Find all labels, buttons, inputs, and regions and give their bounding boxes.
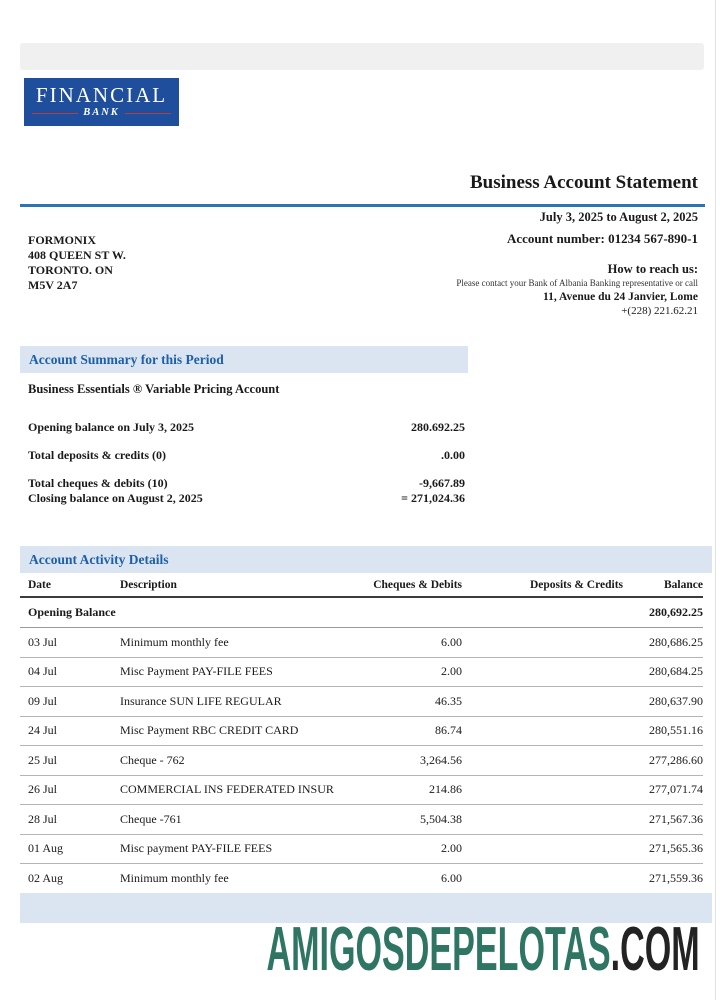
bank-logo-bank-label: BANK: [83, 106, 120, 118]
opening-balance-row: [20, 598, 703, 628]
recipient-street: 408 QUEEN ST W.: [28, 248, 126, 262]
bank-logo-subline: [32, 108, 171, 119]
summary-row-label: Total cheques & debits (10): [28, 476, 168, 490]
contact-address: 11, Avenue du 24 Janvier, Lome: [543, 291, 698, 303]
activity-table: [20, 573, 712, 894]
opening-balance-value: 280,692.25: [649, 605, 703, 619]
account-type: Business Essentials ® Variable Pricing Account: [28, 382, 280, 396]
activity-row-date: 28 Jul: [28, 811, 58, 826]
activity-row-debit: 46.35: [435, 693, 462, 708]
watermark-tld: .COM: [610, 915, 700, 984]
summary-row: [20, 491, 465, 506]
activity-row-balance: 280,684.25: [649, 664, 703, 679]
activity-row-balance: 277,286.60: [649, 752, 703, 767]
activity-row-date: 25 Jul: [28, 752, 58, 767]
col-header-date: Date: [28, 578, 51, 591]
activity-row: [20, 864, 703, 894]
activity-row: [20, 805, 703, 835]
col-header-credits: Deposits & Credits: [529, 578, 623, 591]
activity-row: [20, 687, 703, 717]
summary-rows: [20, 420, 465, 506]
summary-row-value: -9,667.89: [419, 476, 465, 490]
summary-row-value: .0.00: [441, 448, 465, 462]
activity-row-description: Minimum monthly fee: [120, 870, 229, 885]
summary-section-header: [20, 346, 468, 373]
summary-row-value: = 271,024.36: [401, 491, 465, 505]
activity-rows: [20, 628, 703, 894]
summary-row-label: Closing balance on August 2, 2025: [28, 491, 203, 505]
activity-row-debit: 2.00: [441, 841, 462, 856]
activity-row: [20, 746, 703, 776]
activity-row-date: 24 Jul: [28, 723, 58, 738]
summary-row-value: 280.692.25: [411, 420, 465, 434]
activity-table-header: [20, 573, 703, 598]
page-right-edge: [715, 0, 716, 1000]
contact-heading: How to reach us:: [607, 262, 698, 276]
contact-block: [456, 261, 698, 318]
statement-period: July 3, 2025 to August 2, 2025: [539, 210, 698, 224]
contact-phone: +(228) 221.62.21: [621, 305, 698, 317]
top-gray-strip: [20, 43, 704, 70]
activity-row-balance: 280,686.25: [649, 634, 703, 649]
activity-row: [20, 835, 703, 865]
watermark: [266, 915, 700, 984]
logo-rule-right: [125, 113, 171, 114]
summary-row-label: Opening balance on July 3, 2025: [28, 420, 195, 434]
activity-row-balance: 271,567.36: [649, 811, 703, 826]
activity-row-debit: 6.00: [441, 870, 462, 885]
activity-row-date: 26 Jul: [28, 782, 58, 797]
contact-note: Please contact your Bank of Albania Banking representative or call: [456, 278, 698, 288]
activity-row-debit: 6.00: [441, 634, 462, 649]
activity-row-description: Minimum monthly fee: [120, 634, 229, 649]
activity-row-balance: 280,551.16: [649, 723, 703, 738]
activity-row-balance: 277,071.74: [649, 782, 703, 797]
col-header-balance: Balance: [664, 578, 703, 591]
activity-row-date: 04 Jul: [28, 664, 58, 679]
bank-logo-name: FINANCIAL: [35, 82, 168, 107]
activity-section-title: Account Activity Details: [29, 551, 169, 567]
activity-row-date: 01 Aug: [28, 841, 64, 856]
activity-row-debit: 5,504.38: [420, 811, 462, 826]
statement-title: Business Account Statement: [469, 172, 698, 193]
summary-row: [20, 420, 465, 435]
activity-row: [20, 776, 703, 806]
account-number: Account number: 01234 567-890-1: [506, 231, 698, 246]
recipient-name: FORMONIX: [28, 233, 96, 247]
activity-row-debit: 2.00: [441, 664, 462, 679]
activity-row-balance: 280,637.90: [649, 693, 703, 708]
col-header-description: Description: [120, 578, 177, 591]
activity-row: [20, 658, 703, 688]
recipient-postal: M5V 2A7: [28, 278, 78, 292]
activity-row: [20, 628, 703, 658]
watermark-name: AMIGOSDEPELOTAS: [266, 915, 611, 984]
activity-row-debit: 3,264.56: [420, 752, 462, 767]
activity-row-description: COMMERCIAL INS FEDERATED INSUR: [120, 782, 334, 797]
activity-row-balance: 271,565.36: [649, 841, 703, 856]
opening-balance-label: Opening Balance: [28, 605, 116, 619]
activity-row-description: Cheque -761: [120, 811, 182, 826]
activity-row-description: Insurance SUN LIFE REGULAR: [120, 693, 282, 708]
activity-row-description: Cheque - 762: [120, 752, 185, 767]
activity-row-date: 03 Jul: [28, 634, 58, 649]
bank-logo: [24, 78, 179, 126]
recipient-address: [28, 233, 126, 293]
activity-row-description: Misc payment PAY-FILE FEES: [120, 841, 273, 856]
summary-row-label: Total deposits & credits (0): [28, 448, 166, 462]
activity-row-date: 09 Jul: [28, 693, 58, 708]
summary-row: [20, 448, 465, 463]
logo-rule-left: [32, 113, 78, 114]
activity-row: [20, 717, 703, 747]
activity-row-debit: 214.86: [429, 782, 462, 797]
recipient-city: TORONTO. ON: [28, 263, 113, 277]
col-header-debits: Cheques & Debits: [373, 578, 462, 591]
title-divider: [20, 204, 705, 207]
summary-section-title: Account Summary for this Period: [29, 351, 224, 367]
activity-row-description: Misc Payment RBC CREDIT CARD: [120, 723, 299, 738]
activity-row-debit: 86.74: [435, 723, 462, 738]
activity-row-date: 02 Aug: [28, 870, 64, 885]
activity-row-balance: 271,559.36: [649, 870, 703, 885]
activity-section-header: [20, 546, 712, 573]
summary-row: [20, 476, 465, 491]
activity-row-description: Misc Payment PAY-FILE FEES: [120, 664, 273, 679]
